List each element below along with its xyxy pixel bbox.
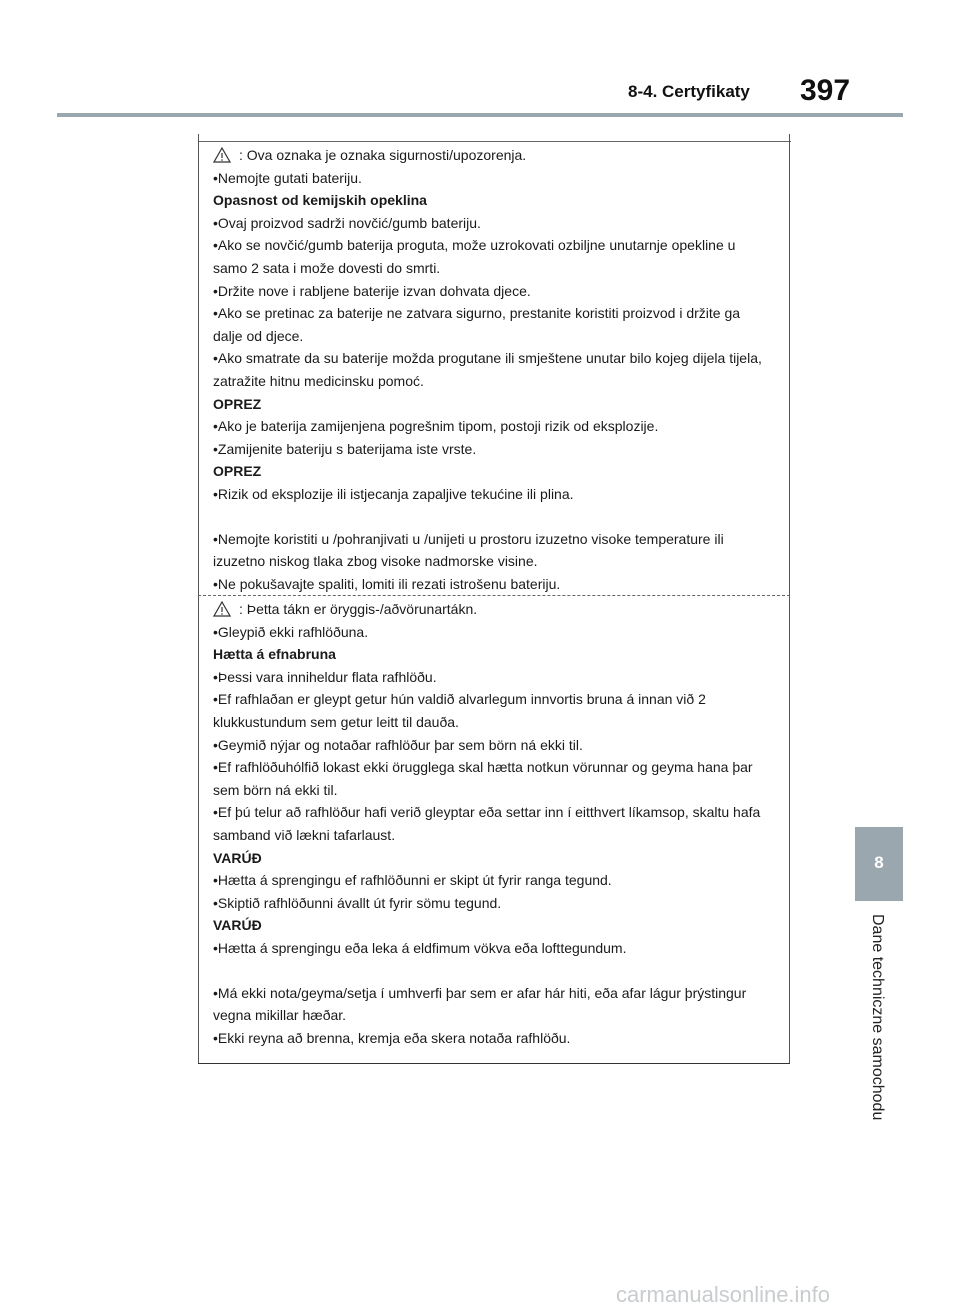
symbol-text: : Þetta tákn er öryggis-/aðvörunartákn. — [239, 601, 478, 617]
chapter-label: Dane techniczne samochodu — [869, 914, 886, 1121]
list-item: •Hætta á sprengingu eða leka á eldfimum vökva eða lofttegundum. — [213, 939, 627, 956]
list-item: •Þessi vara inniheldur flata rafhlöðu. — [213, 668, 437, 685]
list-item: •Ako je baterija zamijenjena pogrešnim tipom, postoji rizik od eksplozije. — [213, 418, 659, 435]
list-item: •Geymið nýjar og notaðar rafhlöður þar sem börn ná ekki til. — [213, 736, 583, 753]
header-rule — [57, 113, 903, 117]
heading: VARÚÐ — [213, 917, 262, 934]
page-number: 397 — [800, 74, 851, 107]
list-item: •Zamijenite bateriju s baterijama iste vrste. — [213, 440, 477, 457]
list-item: •Ako se pretinac za baterije ne zatvara sigurno, prestanite koristiti proizvod i držite ga dalje od djece. — [213, 305, 741, 344]
list-item: •Rizik od eksplozije ili istjecanja zapaljive tekućine ili plina. — [213, 485, 574, 502]
list-item: •Držite nove i rabljene baterije izvan dohvata djece. — [213, 282, 531, 299]
chapter-number: 8 — [874, 853, 884, 872]
list-item: •Nemojte koristiti u /pohranjivati u /unijeti u prostoru izuzetno visoke temperature ili izuzetno niskog tlaka zbog visoke nadmorske visine. — [213, 530, 724, 570]
list-item: •Ekki reyna að brenna, kremja eða skera notaða rafhlöðu. — [213, 1029, 571, 1046]
heading: OPREZ — [213, 395, 262, 412]
heading: VARÚÐ — [213, 849, 262, 866]
symbol-text: : Ova oznaka je oznaka sigurnosti/upozorenja. — [239, 147, 527, 163]
icelandic-warning-section — [213, 598, 773, 1049]
watermark: carmanualsonline.info — [616, 1282, 831, 1307]
list-item: •Ef rafhlaðan er gleypt getur hún valdið alvarlegum innvortis bruna á innan við 2 klukkustundum sem getur leitt til dauða. — [213, 691, 706, 730]
list-item: •Ef þú telur að rafhlöður hafi verið gleyptar eða settar inn í eitthvert líkamsop, skaltu hafa samband við lækni tafarlaust. — [213, 804, 761, 843]
list-item: •Ako se novčić/gumb baterija proguta, može uzrokovati ozbiljne unutarnje opekline u samo 2 sata i može dovesti do smrti. — [213, 237, 736, 276]
list-item: •Gleypið ekki rafhlöðuna. — [213, 623, 369, 640]
heading: Opasnost od kemijskih opeklina — [213, 192, 427, 209]
list-item: •Ovaj proizvod sadrži novčić/gumb bateriju. — [213, 214, 481, 231]
list-item: •Nemojte gutati bateriju. — [213, 169, 362, 186]
heading: Hætta á efnabruna — [213, 646, 336, 663]
warning-triangle-icon — [213, 601, 231, 617]
croatian-warning-section — [213, 144, 773, 595]
list-item: •Skiptið rafhlöðunni ávallt út fyrir sömu tegund. — [213, 894, 502, 911]
chapter-tab — [855, 827, 903, 901]
box-left-border — [198, 134, 199, 1064]
box-right-border — [789, 134, 790, 1064]
box-bottom-border — [198, 1063, 790, 1064]
list-item: •Hætta á sprengingu ef rafhlöðunni er skipt út fyrir ranga tegund. — [213, 872, 612, 889]
section-title: 8-4. Certyfikaty — [628, 82, 750, 101]
heading: OPREZ — [213, 463, 262, 480]
list-item: •Ne pokušavajte spaliti, lomiti ili rezati istrošenu bateriju. — [213, 575, 561, 592]
list-item: •Ako smatrate da su baterije možda progutane ili smještene unutar bilo kojeg dijela tijela, zatražite hitnu medicinsku pomoć. — [213, 350, 762, 389]
list-item: •Ef rafhlöðuhólfið lokast ekki örugglega skal hætta notkun vörunnar og geyma hana þar sem börn ná ekki til. — [213, 759, 753, 798]
warning-triangle-icon — [213, 147, 231, 163]
warning-symbol-line — [213, 144, 773, 167]
warning-symbol-line — [213, 598, 773, 621]
list-item: •Má ekki nota/geyma/setja í umhverfi þar sem er afar hár hiti, eða afar lágur þrýstingur vegna mikillar hæðar. — [213, 984, 747, 1024]
box-top-border — [198, 141, 791, 142]
